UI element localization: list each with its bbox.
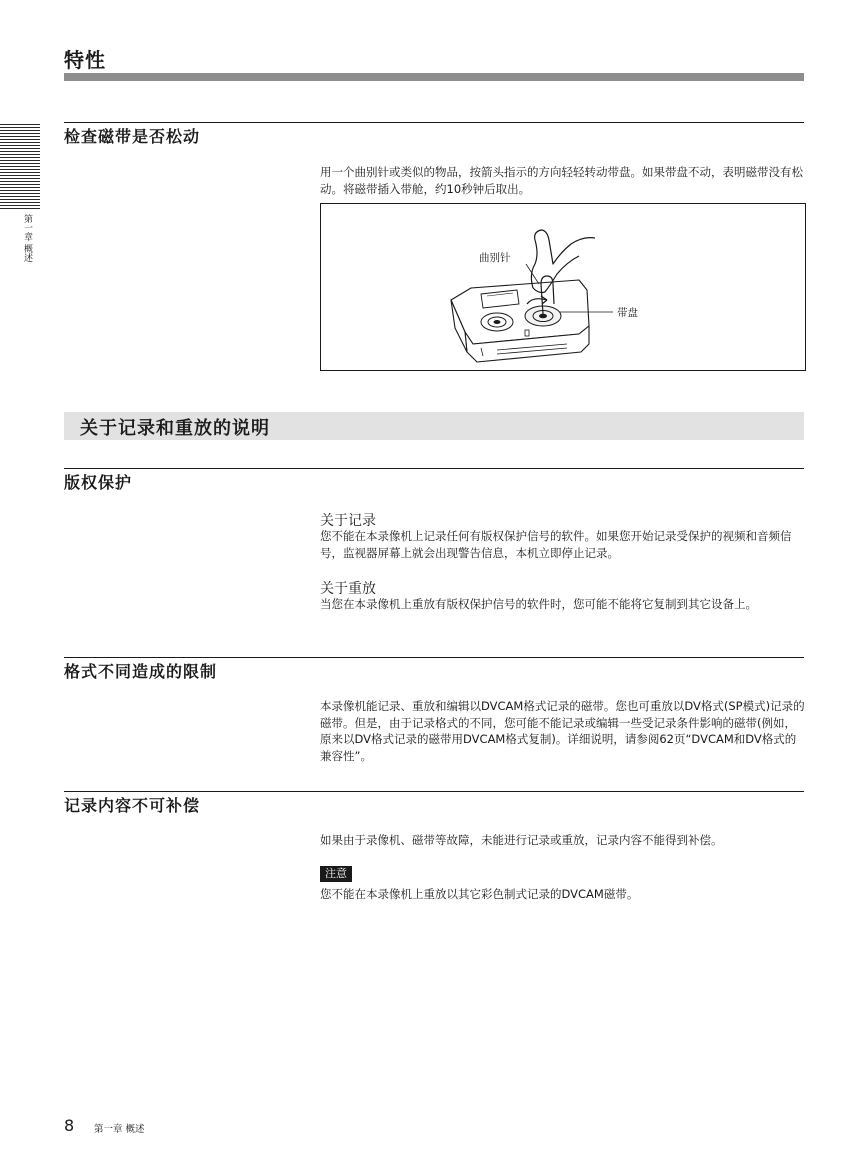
format-body: 本录像机能记录、重放和编辑以DVCAM格式记录的磁带。您也可重放以DV格式(SP模式)记录的磁带。但是，由于记录格式的不同，您可能不能记录或编辑一些受记录条件影响的磁带(例如，原来以DV格式记录的磁带用DVCAM格式复制)。详细说明，请参阅62页“DVCAM和DV格式的兼容性”。 (320, 699, 805, 763)
subheading-about-playback: 关于重放 (320, 581, 376, 597)
section-rule (64, 122, 804, 123)
about-recording-body: 您不能在本录像机上记录任何有版权保护信号的软件。如果您开始记录受保护的视频和音频信号，监视器屏幕上就会出现警告信息，本机立即停止记录。 (320, 529, 792, 560)
section-rule (64, 791, 804, 792)
note-badge: 注意 (320, 866, 352, 882)
check-tape-body: 用一个曲别针或类似的物品，按箭头指示的方向轻轻转动带盘。如果带盘不动，表明磁带没有松动。将磁带插入带舱，约10秒钟后取出。 (320, 165, 803, 196)
compensation-body: 如果由于录像机、磁带等故障，未能进行记录或重放，记录内容不能得到补偿。 (320, 833, 723, 847)
page-number: 8 (64, 1116, 75, 1135)
about-playback-body: 当您在本录像机上重放有版权保护信号的软件时，您可能不能将它复制到其它设备上。 (320, 597, 757, 611)
footer-chapter: 第一章 概述 (94, 1124, 145, 1135)
label-reel: 带盘 (617, 307, 638, 319)
cassette-figure (320, 203, 806, 371)
cassette-illustration (321, 204, 805, 370)
section-rule (64, 657, 804, 658)
chapter-tab-stripes (0, 124, 40, 210)
page-title: 特性 (64, 48, 106, 72)
section-rule (64, 468, 804, 469)
section-heading-copyright: 版权保护 (64, 473, 133, 492)
label-paper-clip: 曲别针 (479, 252, 511, 264)
section-heading-format: 格式不同造成的限制 (64, 662, 218, 681)
section-heading-check-tape: 检查磁带是否松动 (64, 127, 201, 146)
title-bar (64, 73, 804, 81)
notes-banner-title: 关于记录和重放的说明 (80, 418, 270, 439)
chapter-tab-label: 第一章 概述 (22, 214, 32, 262)
subheading-about-recording: 关于记录 (320, 513, 376, 529)
note-body: 您不能在本录像机上重放以其它彩色制式记录的DVCAM磁带。 (320, 887, 639, 901)
section-heading-compensation: 记录内容不可补偿 (64, 796, 201, 815)
